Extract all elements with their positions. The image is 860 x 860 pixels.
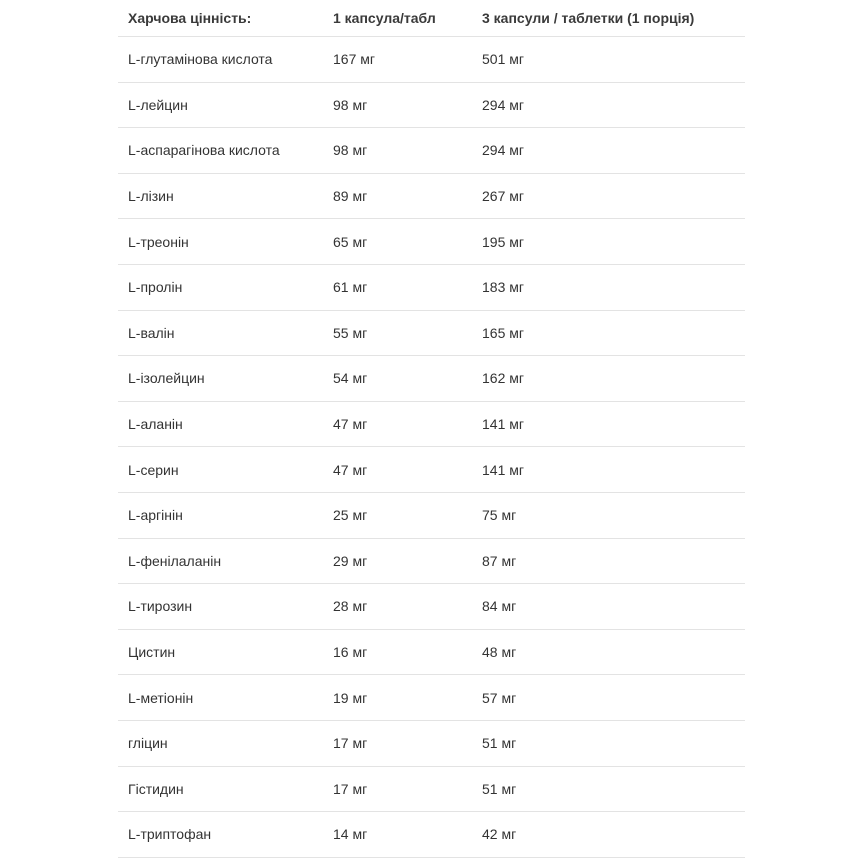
ingredient-name: L-глутамінова кислота: [128, 51, 273, 68]
header-per-serving: 3 капсули / таблетки (1 порція): [482, 10, 695, 26]
ingredient-name: L-серин: [128, 461, 179, 478]
ingredient-name: Цистин: [128, 644, 176, 661]
per-serving-amount: 51 мг: [482, 780, 517, 797]
per-capsule-amount: 61 мг: [333, 279, 368, 296]
per-capsule-amount: 29 мг: [333, 552, 368, 569]
table-row: [118, 539, 745, 585]
per-serving-amount: 141 мг: [482, 416, 524, 433]
table-row: [118, 83, 745, 129]
table-row: [118, 721, 745, 767]
per-serving-amount: 267 мг: [482, 188, 524, 205]
per-capsule-amount: 89 мг: [333, 188, 368, 205]
per-serving-amount: 162 мг: [482, 370, 524, 387]
table-row: [118, 630, 745, 676]
per-capsule-amount: 47 мг: [333, 416, 368, 433]
table-row: [118, 767, 745, 813]
per-serving-amount: 183 мг: [482, 279, 524, 296]
table-row: [118, 356, 745, 402]
per-capsule-amount: 98 мг: [333, 96, 368, 113]
per-capsule-amount: 65 мг: [333, 233, 368, 250]
table-row: [118, 493, 745, 539]
per-serving-amount: 51 мг: [482, 735, 517, 752]
ingredient-name: L-валін: [128, 324, 175, 341]
table-row: [118, 812, 745, 858]
per-serving-amount: 165 мг: [482, 324, 524, 341]
ingredient-name: L-аспарагінова кислота: [128, 142, 280, 159]
per-capsule-amount: 55 мг: [333, 324, 368, 341]
ingredient-name: Гістидин: [128, 780, 184, 797]
ingredient-name: L-ізолейцин: [128, 370, 205, 387]
table-row: [118, 675, 745, 721]
per-serving-amount: 84 мг: [482, 598, 517, 615]
per-serving-amount: 141 мг: [482, 461, 524, 478]
table-row: [118, 128, 745, 174]
ingredient-name: L-фенілаланін: [128, 552, 222, 569]
table-body: [118, 37, 745, 858]
table-row: [118, 37, 745, 83]
per-serving-amount: 75 мг: [482, 507, 517, 524]
per-capsule-amount: 14 мг: [333, 826, 368, 843]
ingredient-name: L-аргінін: [128, 507, 183, 524]
per-serving-amount: 42 мг: [482, 826, 517, 843]
table-row: [118, 174, 745, 220]
ingredient-name: L-пролін: [128, 279, 183, 296]
ingredient-name: L-триптофан: [128, 826, 212, 843]
ingredient-name: гліцин: [128, 735, 168, 752]
per-capsule-amount: 54 мг: [333, 370, 368, 387]
per-capsule-amount: 19 мг: [333, 689, 368, 706]
per-capsule-amount: 17 мг: [333, 735, 368, 752]
per-serving-amount: 87 мг: [482, 552, 517, 569]
table-row: [118, 584, 745, 630]
ingredient-name: L-треонін: [128, 233, 189, 250]
per-serving-amount: 57 мг: [482, 689, 517, 706]
table-row: [118, 447, 745, 493]
table-row: [118, 311, 745, 357]
per-serving-amount: 195 мг: [482, 233, 524, 250]
per-serving-amount: 501 мг: [482, 51, 524, 68]
table-row: [118, 402, 745, 448]
per-capsule-amount: 167 мг: [333, 51, 375, 68]
nutrition-table: [118, 0, 745, 858]
per-serving-amount: 294 мг: [482, 96, 524, 113]
per-capsule-amount: 16 мг: [333, 644, 368, 661]
table-row: [118, 265, 745, 311]
per-capsule-amount: 17 мг: [333, 780, 368, 797]
ingredient-name: L-тирозин: [128, 598, 193, 615]
table-row: [118, 219, 745, 265]
per-capsule-amount: 47 мг: [333, 461, 368, 478]
per-capsule-amount: 98 мг: [333, 142, 368, 159]
per-serving-amount: 294 мг: [482, 142, 524, 159]
ingredient-name: L-метіонін: [128, 689, 194, 706]
per-serving-amount: 48 мг: [482, 644, 517, 661]
per-capsule-amount: 25 мг: [333, 507, 368, 524]
per-capsule-amount: 28 мг: [333, 598, 368, 615]
ingredient-name: L-аланін: [128, 416, 183, 433]
header-per-capsule: 1 капсула/табл: [333, 10, 436, 26]
table-header-row: [118, 0, 745, 37]
header-nutrition-value: Харчова цінність:: [128, 10, 252, 26]
ingredient-name: L-лізин: [128, 188, 174, 205]
ingredient-name: L-лейцин: [128, 96, 188, 113]
